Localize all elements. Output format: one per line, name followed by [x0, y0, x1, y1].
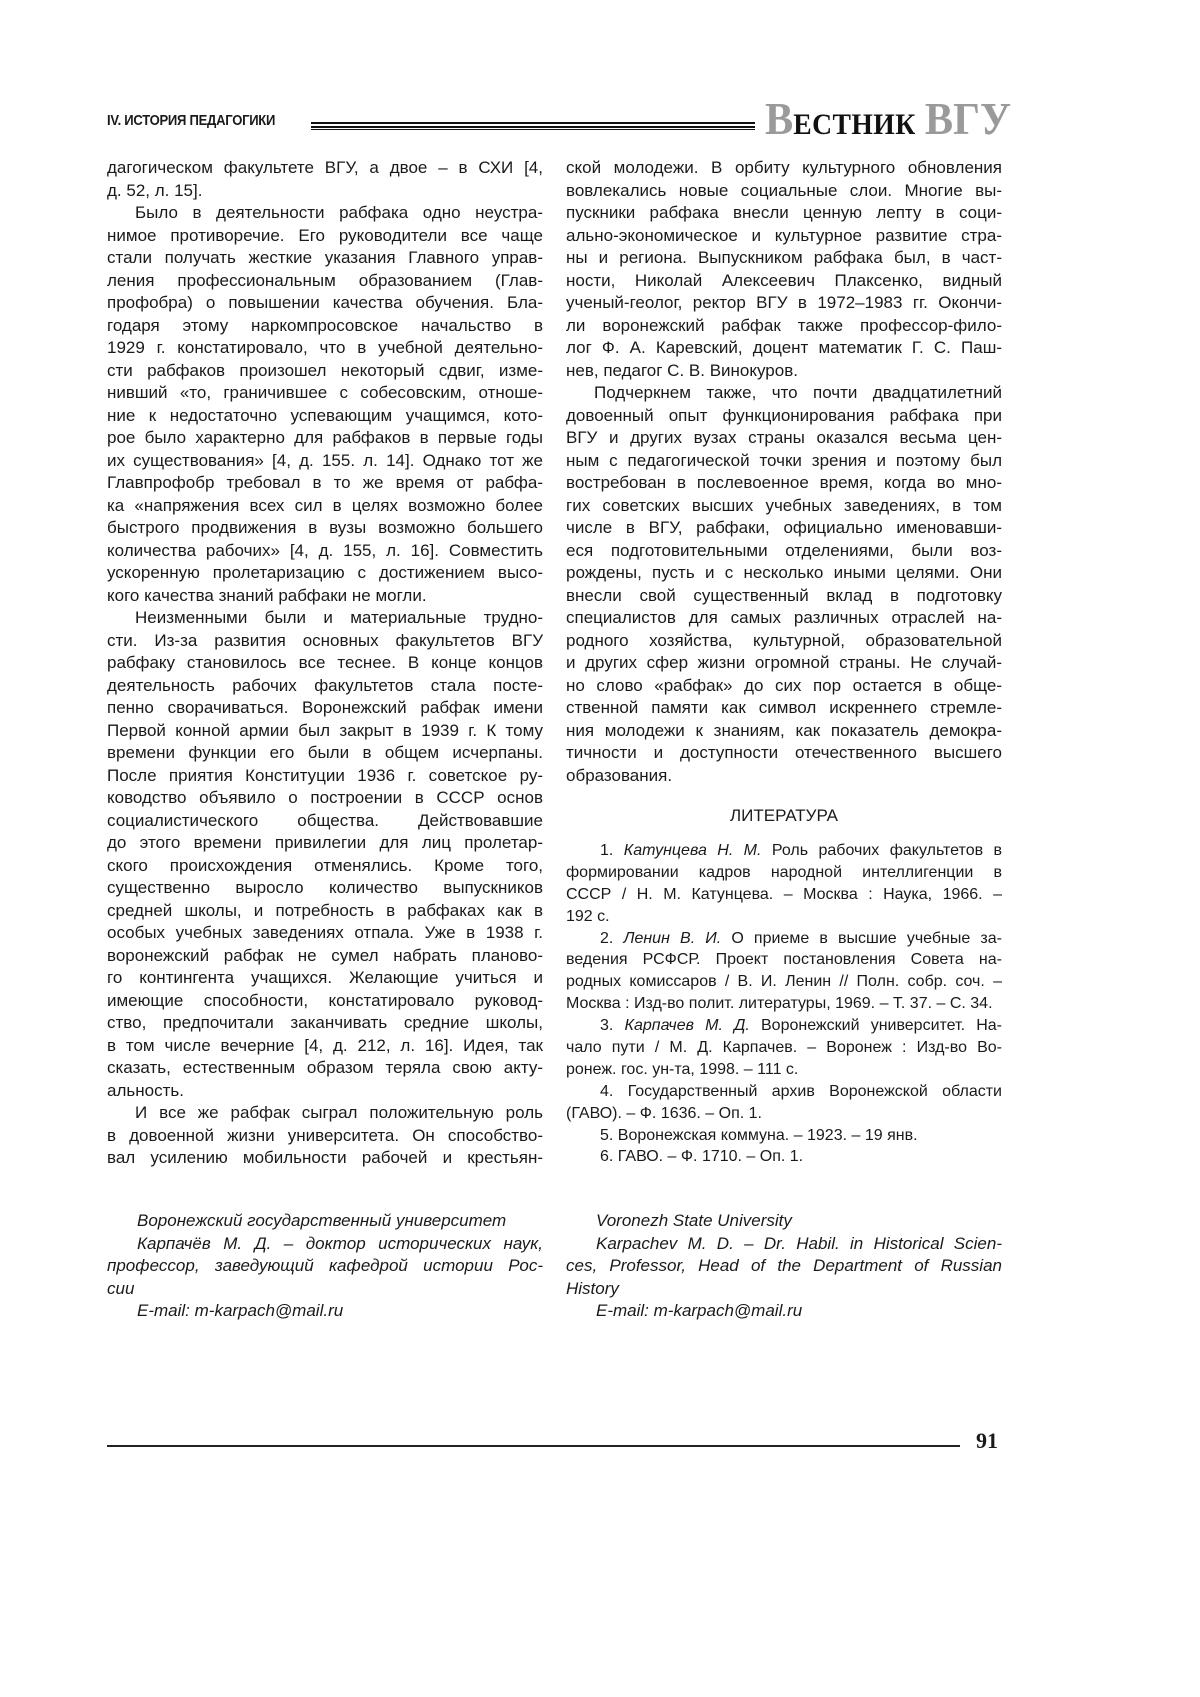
- text-line: в том числе вечерние [4, д. 212, л. 16]. Идея, так: [107, 1035, 543, 1058]
- reference-number: 4.: [600, 1083, 628, 1100]
- reference-item: [566, 840, 1002, 862]
- text-line: в довоенной жизни университета. Он способство-: [107, 1125, 543, 1148]
- reference-number: 2.: [600, 930, 624, 947]
- text-line: ка «напряжения всех сил в целях возможно более: [107, 495, 543, 518]
- reference-text: ГАВО. – Ф. 1710. – Оп. 1.: [618, 1148, 803, 1165]
- text-line: средней школы, и потребность в рабфаках как в: [107, 900, 543, 923]
- text-line: History: [566, 1278, 1002, 1301]
- text-line: Karpachev M. D. – Dr. Habil. in Historical Scien-: [566, 1233, 1002, 1256]
- text-line: 1929 г. констатировало, что в учебной деятельно-: [107, 337, 543, 360]
- reference-number: 1.: [600, 842, 624, 859]
- text-line: востребован в послевоенное время, когда во мно-: [566, 472, 1002, 495]
- text-line: кого качества знаний рабфаки не могли.: [107, 585, 543, 608]
- text-line: быстрого продвижения в вузы возможно большего: [107, 517, 543, 540]
- text-line: воронежский рабфак не сумел набрать планово-: [107, 945, 543, 968]
- text-line: E-mail: m-karpach@mail.ru: [107, 1300, 543, 1323]
- text-line: их существования» [4, д. 155. л. 14]. Однако тот же: [107, 450, 543, 473]
- text-line: образования.: [566, 765, 1002, 788]
- author-affiliation-ru: [107, 1210, 543, 1323]
- text-line: тичности и доступности отечественного высшего: [566, 742, 1002, 765]
- reference-text: Роль рабочих факультетов в: [761, 842, 1002, 859]
- text-line: рое было характерно для рабфаков в первые годы: [107, 427, 543, 450]
- literature-heading: ЛИТЕРАТУРА: [566, 806, 1002, 826]
- text-line: еся подготовительными отделениями, были воз-: [566, 540, 1002, 563]
- logo-initial: В: [765, 93, 793, 144]
- text-line: ского происхождения отменялись. Кроме того,: [107, 855, 543, 878]
- text-line: профессор, заведующий кафедрой истории Рос-: [107, 1255, 543, 1278]
- text-line: годаря этому наркомпросовское начальство в: [107, 315, 543, 338]
- text-line: вал усилению мобильности рабочей и крестьян-: [107, 1147, 543, 1170]
- text-line: рабфаку становилось все теснее. В конце концов: [107, 652, 543, 675]
- text-line: внесли свой существенный вклад в подготовку: [566, 585, 1002, 608]
- text-line: пенно сворачиваться. Воронежский рабфак имени: [107, 697, 543, 720]
- reference-line: (ГАВО). – Ф. 1636. – Оп. 1.: [566, 1103, 1002, 1125]
- text-line: ния молодежи к знаниям, как показатель демокра-: [566, 720, 1002, 743]
- text-line: Подчеркнем также, что почти двадцатилетний: [566, 382, 1002, 405]
- reference-item: [566, 1146, 1002, 1168]
- reference-line: формировании кадров народной интеллигенции в: [566, 862, 1002, 884]
- reference-line: чало пути / М. Д. Карпачев. – Воронеж : Изд-во Во-: [566, 1037, 1002, 1059]
- right-column: [566, 157, 1002, 787]
- text-line: нимое противоречие. Его руководители все чаще: [107, 225, 543, 248]
- text-line: количества рабочих» [4, д. 155, л. 16]. Совместить: [107, 540, 543, 563]
- reference-author: Карпачев М. Д.: [625, 1017, 750, 1034]
- text-line: сказать, естественным образом теряла свою акту-: [107, 1057, 543, 1080]
- text-line: но слово «рабфак» до сих пор остается в обще-: [566, 675, 1002, 698]
- reference-line: ронеж. гос. ун-та, 1998. – 111 с.: [566, 1059, 1002, 1081]
- text-line: особых учебных заведениях отпала. Уже в 1938 г.: [107, 922, 543, 945]
- reference-text: Воронежский университет. На-: [750, 1017, 1002, 1034]
- logo-rest: ЕСТНИК: [793, 108, 915, 141]
- text-line: профобра) о повышении качества обучения. Бла-: [107, 292, 543, 315]
- text-line: числе в ВГУ, рабфаки, официально именовавши-: [566, 517, 1002, 540]
- text-line: ности, Николай Алексеевич Плаксенко, видный: [566, 270, 1002, 293]
- text-line: ления профессиональным образованием (Глав-: [107, 270, 543, 293]
- text-line: специалистов для самых различных отраслей на-: [566, 607, 1002, 630]
- journal-logo: [765, 92, 1011, 145]
- text-line: ководство объявило о построении в СССР основ: [107, 787, 543, 810]
- text-line: Первой конной армии был закрыт в 1939 г. К тому: [107, 720, 543, 743]
- text-line: Воронежский государственный университет: [107, 1210, 543, 1233]
- text-line: сии: [107, 1278, 543, 1301]
- text-line: ученый-геолог, ректор ВГУ в 1972–1983 гг. Окончи-: [566, 292, 1002, 315]
- reference-item: [566, 1125, 1002, 1147]
- text-line: И все же рабфак сыграл положительную роль: [107, 1102, 543, 1125]
- reference-line: ведения РСФСР. Проект постановления Совета на-: [566, 949, 1002, 971]
- reference-number: 3.: [600, 1017, 625, 1034]
- reference-line: СССР / Н. М. Катунцева. – Москва : Наука, 1966. –: [566, 884, 1002, 906]
- text-line: вовлекались новые социальные слои. Многие вы-: [566, 180, 1002, 203]
- text-line: и других сфер жизни огромной страны. Не случай-: [566, 652, 1002, 675]
- text-line: д. 52, л. 15].: [107, 180, 543, 203]
- text-line: пускники рабфака внесли ценную лепту в соци-: [566, 202, 1002, 225]
- reference-line: Москва : Изд-во полит. литературы, 1969. – Т. 37. – С. 34.: [566, 993, 1002, 1015]
- text-line: альность.: [107, 1080, 543, 1103]
- page-number: 91: [976, 1428, 998, 1454]
- text-line: Voronezh State University: [566, 1210, 1002, 1233]
- text-line: ли воронежский рабфак также профессор-фило-: [566, 315, 1002, 338]
- text-line: дагогическом факультете ВГУ, а двое – в СХИ [4,: [107, 157, 543, 180]
- reference-text: О приеме в высшие учебные за-: [721, 930, 1002, 947]
- text-line: Неизменными были и материальные трудно-: [107, 607, 543, 630]
- text-line: деятельность рабочих факультетов стала посте-: [107, 675, 543, 698]
- text-line: Карпачёв М. Д. – доктор исторических наук,: [107, 1233, 543, 1256]
- text-line: После приятия Конституции 1936 г. советское ру-: [107, 765, 543, 788]
- text-line: социалистического общества. Действовавшие: [107, 810, 543, 833]
- section-heading: IV. ИСТОРИЯ ПЕДАГОГИКИ: [107, 113, 275, 129]
- text-line: ВГУ и других вузах страны оказался весьма цен-: [566, 427, 1002, 450]
- reference-item: [566, 1015, 1002, 1037]
- text-line: Было в деятельности рабфака одно неустра-: [107, 202, 543, 225]
- reference-author: Катунцева Н. М.: [624, 842, 762, 859]
- reference-number: 6.: [600, 1148, 618, 1165]
- reference-line: 192 с.: [566, 906, 1002, 928]
- text-line: ным с педагогической точки зрения и поэтому был: [566, 450, 1002, 473]
- reference-number: 5.: [600, 1127, 618, 1144]
- text-line: времени функции его были в общем исчерпаны.: [107, 742, 543, 765]
- text-line: нев, педагог С. В. Винокуров.: [566, 360, 1002, 383]
- text-line: стали получать жесткие указания Главного управ-: [107, 247, 543, 270]
- text-line: E-mail: m-karpach@mail.ru: [566, 1300, 1002, 1323]
- logo-vgu: ВГУ: [925, 93, 1011, 144]
- reference-text: Государственный архив Воронежской области: [628, 1083, 1002, 1100]
- text-line: нивший «то, граничившее с собесовским, отноше-: [107, 382, 543, 405]
- text-line: Главпрофобр требовал в то же время от рабфа-: [107, 472, 543, 495]
- text-line: сти рабфаков произошел некоторый сдвиг, изме-: [107, 360, 543, 383]
- text-line: ны и региона. Выпускником рабфака был, в част-: [566, 247, 1002, 270]
- footer-rule: [107, 1445, 960, 1447]
- text-line: до этого времени привилегии для лиц пролетар-: [107, 832, 543, 855]
- author-affiliation-en: [566, 1210, 1002, 1323]
- text-line: лог Ф. А. Каревский, доцент математик Г. С. Паш-: [566, 337, 1002, 360]
- text-line: сти. Из-за развития основных факультетов ВГУ: [107, 630, 543, 653]
- text-line: рождены, пусть и с несколько иными целями. Они: [566, 562, 1002, 585]
- reference-item: [566, 928, 1002, 950]
- text-line: ственной памяти как символ искреннего стремле-: [566, 697, 1002, 720]
- text-line: ускоренную пролетаризацию с достижением высо-: [107, 562, 543, 585]
- left-column: [107, 157, 543, 1170]
- reference-list: [566, 840, 1002, 1168]
- reference-text: Воронежская коммуна. – 1923. – 19 янв.: [618, 1127, 918, 1144]
- text-line: ально-экономическое и культурное развитие стра-: [566, 225, 1002, 248]
- text-line: ние к недостаточно успевающим учащимся, кото-: [107, 405, 543, 428]
- header-rule: [311, 122, 755, 130]
- reference-line: родных комиссаров / В. И. Ленин // Полн. собр. соч. –: [566, 971, 1002, 993]
- reference-author: Ленин В. И.: [624, 930, 722, 947]
- text-line: имеющие способности, констатировало руковод-: [107, 990, 543, 1013]
- text-line: ской молодежи. В орбиту культурного обновления: [566, 157, 1002, 180]
- text-line: гих советских высших учебных заведениях, в том: [566, 495, 1002, 518]
- text-line: довоенный опыт функционирования рабфака при: [566, 405, 1002, 428]
- text-line: ces, Professor, Head of the Department of Russian: [566, 1255, 1002, 1278]
- text-line: родного хозяйства, культурной, образовательной: [566, 630, 1002, 653]
- text-line: го контингента учащихся. Желающие учиться и: [107, 967, 543, 990]
- text-line: ство, предпочитали заканчивать средние школы,: [107, 1012, 543, 1035]
- reference-item: [566, 1081, 1002, 1103]
- text-line: существенно выросло количество выпускников: [107, 877, 543, 900]
